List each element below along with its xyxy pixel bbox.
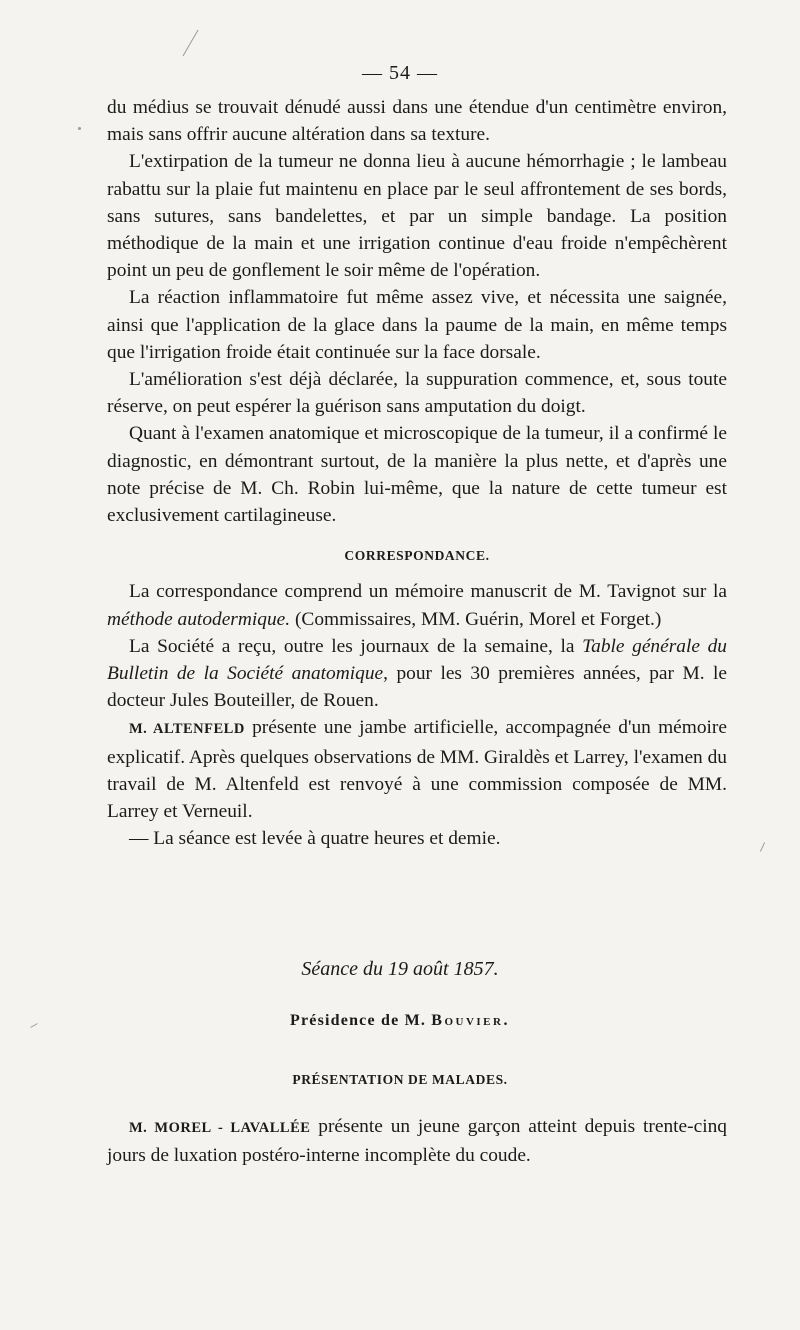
correspondance-text: présente une jambe artificielle, accompagnée d'un mémoire explicatif. Après quelques observations de MM. Giraldès et Larrey, l'examen du travail de M. Altenfeld est renvoyé à une commission composée de MM. Larrey et Verneuil.	[107, 717, 727, 823]
seance-date: Séance du 19 août 1857.	[301, 958, 499, 980]
speaker-name: M. ALTENFELD	[129, 721, 245, 738]
correspondance-item-2	[107, 633, 727, 715]
italic-title: méthode autodermique.	[107, 608, 291, 630]
presidence-prefix: Présidence de M.	[290, 1012, 432, 1029]
correspondance-text: La correspondance comprend un mémoire manuscrit de M. Tavignot sur la	[129, 581, 727, 603]
speaker-name: M. MOREL - LAVALLÉE	[129, 1120, 311, 1136]
section-heading-correspondance: CORRESPONDANCE.	[344, 548, 490, 564]
paragraph-1: du médius se trouvait dénudé aussi dans une étendue d'un centimètre environ, mais sans offrir aucune altération dans sa texture.	[107, 97, 727, 146]
paragraph-4: L'amélioration s'est déjà déclarée, la suppuration commence, et, sous toute réserve, on peut espérer la guérison sans amputation du doigt.	[107, 369, 727, 418]
correspondance-item-1	[107, 578, 727, 632]
presentation-paragraph	[107, 1113, 727, 1169]
scan-speck	[78, 127, 81, 130]
page-number: — 54 —	[362, 62, 438, 84]
scan-speck	[183, 30, 199, 56]
section-heading-presentation: PRÉSENTATION DE MALADES.	[292, 1072, 508, 1087]
correspondance-text: La Société a reçu, outre les journaux de la semaine, la	[129, 635, 583, 657]
correspondance-item-3	[107, 714, 727, 825]
president-name: Bouvier.	[431, 1012, 510, 1029]
paragraph-3: La réaction inflammatoire fut même assez vive, et nécessita une saignée, ainsi que l'application de la glace dans la paume de la main, en même temps que l'irrigation froide était continuée sur la face dorsale.	[107, 287, 727, 363]
seance-title	[0, 958, 800, 981]
paragraph-5: Quant à l'examen anatomique et microscopique de la tumeur, il a confirmé le diagnostic, en démontrant surtout, de la manière la plus nette, et d'après une note précise de M. Ch. Robin lui-même, que la nature de cette tumeur est exclusivement cartilagineuse.	[107, 423, 727, 527]
closing-line: — La séance est levée à quatre heures et demie.	[129, 828, 501, 850]
presentation-body: présente un jeune garçon atteint depuis trente-cinq jours de luxation postéro-interne incomplète du coude.	[107, 1116, 727, 1167]
scan-speck	[760, 842, 765, 851]
presentation-text	[107, 1113, 727, 1169]
italic-title: Table générale du Bulletin de la Société anatomique	[107, 635, 727, 685]
correspondance-text: , pour les 30 premières années, par M. le docteur Jules Bouteiller, de Rouen.	[107, 663, 727, 712]
paragraph-2: L'extirpation de la tumeur ne donna lieu à aucune hémorrhagie ; le lambeau rabattu sur la plaie fut maintenu en place par le seul affrontement de ses bords, sans sutures, sans bandelettes, et par un simple bandage. La position méthodique de la main et une irrigation continue d'eau froide n'empêchèrent point un peu de gonflement le soir même de l'opération.	[107, 151, 727, 282]
main-text	[107, 94, 727, 852]
correspondance-text: (Commissaires, MM. Guérin, Morel et Forget.)	[290, 608, 662, 630]
presidence-line	[0, 1012, 800, 1030]
